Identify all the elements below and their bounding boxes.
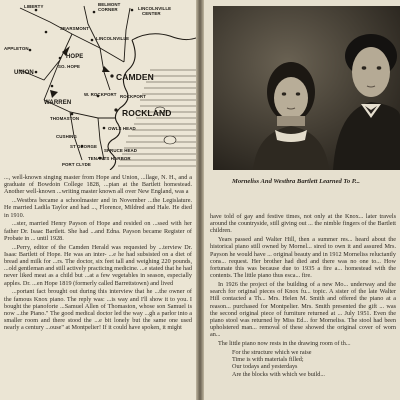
photo-caption: Morneliss And Westbra Bartlett Learned To P... [232, 178, 360, 185]
left-paragraph: ...Westbra became a schoolmaster and in November ...the Legislature. He married Ladila Taylor and had ..., Florence, Mildred and Hale. He died in 1910. [4, 197, 192, 219]
map-label-port-clyde: PORT CLYDE [62, 162, 91, 167]
map-drawing [0, 0, 196, 170]
map-label-rockland: ROCKLAND [122, 108, 172, 118]
map-label-center: CENTER [142, 11, 161, 16]
right-paragraph: Years passed and Walter Hill, then a summer res... heard about the historical piano still owned by Mornel... sired to own it and assured Mrs. Payson he would have ... original beauty and in 1912 Morneliss reluctantly cons... request. Her brother had died and there was no one to... How fortunate this was because due to 1935 a fire a... homestead with the contents. The little piano thus esca... fire. [210, 236, 396, 280]
map-label-st-george: ST GEORGE [70, 144, 98, 149]
map-label-south-hope: SO. HOPE [58, 64, 81, 69]
map-label-hope: HOPE [66, 54, 84, 60]
right-paragraph: have told of gay and festive times, not only at the Knox... later travels around the countryside, still giving out ... the nimble fingers of the Bartlett children. [210, 213, 396, 235]
map-label-lincolnville-center: LINCOLNVILLE [138, 6, 172, 11]
map-label-w-rockport: W. ROCKPORT [84, 92, 117, 97]
poem-line: Our todays and yesterdays [232, 363, 298, 371]
left-page [0, 0, 196, 400]
poem-line: Time is with materials filled; [232, 356, 304, 364]
map-label-warren: WARREN [44, 100, 72, 106]
map-label-camden: CAMDEN [116, 72, 154, 82]
map-label-spruce-head: SPRUCE HEAD [104, 148, 138, 153]
left-paragraph: ...ster, married Henry Payson of Hope and resided on ...ssed with her father Dr. Isaac Bartlett. She had ...and Edna. Payson became Register of Probate in ... until 1928. [4, 220, 192, 242]
map-label-lincolnville: LINCOLNVILLE [96, 36, 130, 41]
map-label-thomaston: THOMASTON [50, 116, 80, 121]
poem-line: For the structure which we raise [232, 349, 312, 357]
map-label-searsmont: SEARSMONT [60, 26, 89, 31]
poem-line: Are the blocks with which we build... [232, 370, 325, 378]
map-label-liberty: LIBERTY [24, 4, 44, 9]
region-map [0, 0, 196, 170]
map-label-cushing: CUSHING [56, 134, 77, 139]
map-label-corner: CORNER [98, 7, 118, 12]
map-label-tenants-harbor: TENANTS HARBOR [88, 156, 131, 161]
left-article-text [4, 174, 192, 400]
right-article-text [210, 213, 396, 400]
left-paragraph: ...Perry, editor of the Camden Herald was requested by ...terview Dr. Isaac Bartlett of Hope. He was an inter- ...e he had subsisted on a diet of bread and milk for ...rs. The doctor, six feet tall and weighing 220 pounds, ...old gentleman and still actively practicing medicine. ...e stated that he had never liked meat as a child but ...at a few vegetables in season, especially apples. Dr. ...en Hope 1819 (formerly called Barrettstown) and lived [4, 243, 192, 287]
map-label-owls-head: OWLS HEAD [108, 126, 136, 131]
right-paragraph: The little piano now rests in the drawing room of th... [218, 340, 351, 348]
left-paragraph: ...portant fact brought out during this interview that he ...the owner of the famous Knox piano. The reply was: ...is way and I'll show it to you. I bought the pianoforte ...Samuel Allen of Thomaston, whose son Samuel is now ...the Piano." The good medical doctor led the way ...gh a parlor into a smaller room and there stood the ...e bit lonely but the same one used nearly a century ...ouse" at Montpelier! If it could have spoken, it might [4, 288, 192, 332]
left-paragraph: ..., well-known singing master from Hope and Union, ...llage, N. H., and a graduate of Bowdoin College 1828, ...pian at the Bartlett homestead. Another well-known ...writing master known all over New England, was a [4, 174, 192, 196]
map-label-belmont: BELMONT [98, 2, 121, 7]
map-label-rockport: ROCKPORT [120, 94, 146, 99]
map-label-appleton: APPLETON [4, 46, 29, 51]
photo-image [213, 6, 400, 170]
portrait-photo [213, 6, 400, 170]
poem-excerpt [232, 349, 396, 378]
right-paragraph: In 1926 the project of the building of a new Mo... underway and the search for original pieces of Knox fu... topic. A sister of the late Walter Hill contacted a Th... Mrs. Helen M. Smith and offered the piano at a reason... purchased for Montpelier. Mrs. Smith presented the gift ... was the second original piece of furniture returned at ... July 1951. Even the piano stool was returned by Miss Ed... for Morneliss. The stool had been upholstered man... removal of these showed the original cover of worn an... [210, 281, 396, 339]
book-gutter [196, 0, 204, 400]
map-label-union: UNION [14, 70, 34, 76]
